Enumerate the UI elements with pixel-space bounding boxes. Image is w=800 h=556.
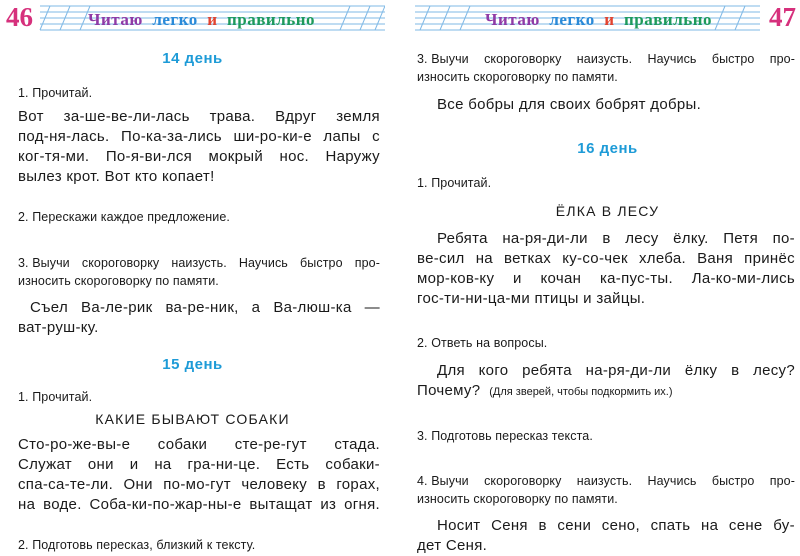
- task-learn: 3. Выучи скороговорку наизусть. Научись быстро про-: [18, 256, 380, 270]
- task-answer: 2. Ответь на вопросы.: [417, 336, 548, 350]
- task-learn-cont: износить скороговорку по памяти.: [417, 492, 618, 506]
- tongue-twister-cont: дет Сеня.: [417, 537, 488, 554]
- task-retell: 2. Подготовь пересказ, близкий к тексту.: [18, 538, 256, 552]
- question-line: Почему? (Для зверей, чтобы подкормить их.): [417, 382, 673, 399]
- text-line: Сто-ро-же-вы-е собаки сте-ре-гут стада.: [18, 436, 380, 453]
- page-number: 47: [769, 2, 796, 32]
- text-line: мор-ков-ку и кочан ка-пус-ты. Ла-ко-ми-лись: [417, 270, 795, 287]
- tongue-twister-cont: ват-руш-ку.: [18, 319, 99, 336]
- question-line: Для кого ребята на-ря-ди-ли ёлку в лесу?: [437, 362, 795, 379]
- text-line: ве-сил на ветках ку-со-чек хлеба. Ваня принёс: [417, 250, 795, 267]
- left-page: [0, 0, 385, 556]
- text-line: Вот за-ше-ве-ли-лась трава. Вдруг земля: [18, 108, 380, 125]
- task-read: 1. Прочитай.: [417, 176, 492, 190]
- text-line: спа-са-те-ли. Они по-мо-гут человеку в горах,: [18, 476, 380, 493]
- text-title: ЁЛКА В ЛЕСУ: [555, 203, 660, 219]
- text-line: на воде. Соба-ки-по-жар-ны-е вытащат из огня.: [18, 496, 380, 513]
- text-line: вылез крот. Вот кто копает!: [18, 168, 215, 185]
- task-retell: 3. Подготовь пересказ текста.: [417, 429, 593, 443]
- day-heading-15: 15 день: [162, 356, 223, 373]
- tongue-twister: Все бобры для своих бобрят добры.: [437, 96, 702, 113]
- tongue-twister: Съел Ва-ле-рик ва-ре-ник, а Ва-люш-ка —: [30, 299, 380, 316]
- day-heading-14: 14 день: [162, 50, 223, 67]
- text-title: КАКИЕ БЫВАЮТ СОБАКИ: [95, 411, 290, 427]
- header-title: Читаю легко и правильно: [485, 10, 713, 29]
- task-learn-cont: износить скороговорку по памяти.: [18, 274, 219, 288]
- task-read: 1. Прочитай.: [18, 390, 93, 404]
- task-learn: 4. Выучи скороговорку наизусть. Научись быстро про-: [417, 474, 795, 488]
- page-number: 46: [6, 2, 33, 32]
- left-page-header: [0, 0, 385, 38]
- text-line: гос-ти-ни-ца-ми птицы и зайцы.: [417, 290, 646, 307]
- task-learn-cont: износить скороговорку по памяти.: [417, 70, 618, 84]
- right-page: [415, 0, 800, 556]
- text-line: Служат они и на гра-ни-це. Есть собаки-: [18, 456, 380, 473]
- header-title: Читаю легко и правильно: [88, 10, 316, 29]
- task-read: 1. Прочитай.: [18, 86, 93, 100]
- answer-hint: (Для зверей, чтобы подкормить их.): [489, 386, 673, 398]
- task-learn: 3. Выучи скороговорку наизусть. Научись быстро про-: [417, 52, 795, 66]
- text-line: под-ня-лась. По-ка-за-лись ши-ро-ки-е лапы с: [18, 128, 380, 145]
- text-line: ког-тя-ми. По-я-ви-лся мокрый нос. Наружу: [18, 148, 380, 165]
- text-line: Ребята на-ря-ди-ли в лесу ёлку. Петя по-: [437, 230, 795, 247]
- right-page-header: [415, 0, 800, 38]
- tongue-twister: Носит Сеня в сени сено, спать на сене бу-: [437, 517, 795, 534]
- day-heading-16: 16 день: [577, 140, 638, 157]
- task-retell: 2. Перескажи каждое предложение.: [18, 210, 230, 224]
